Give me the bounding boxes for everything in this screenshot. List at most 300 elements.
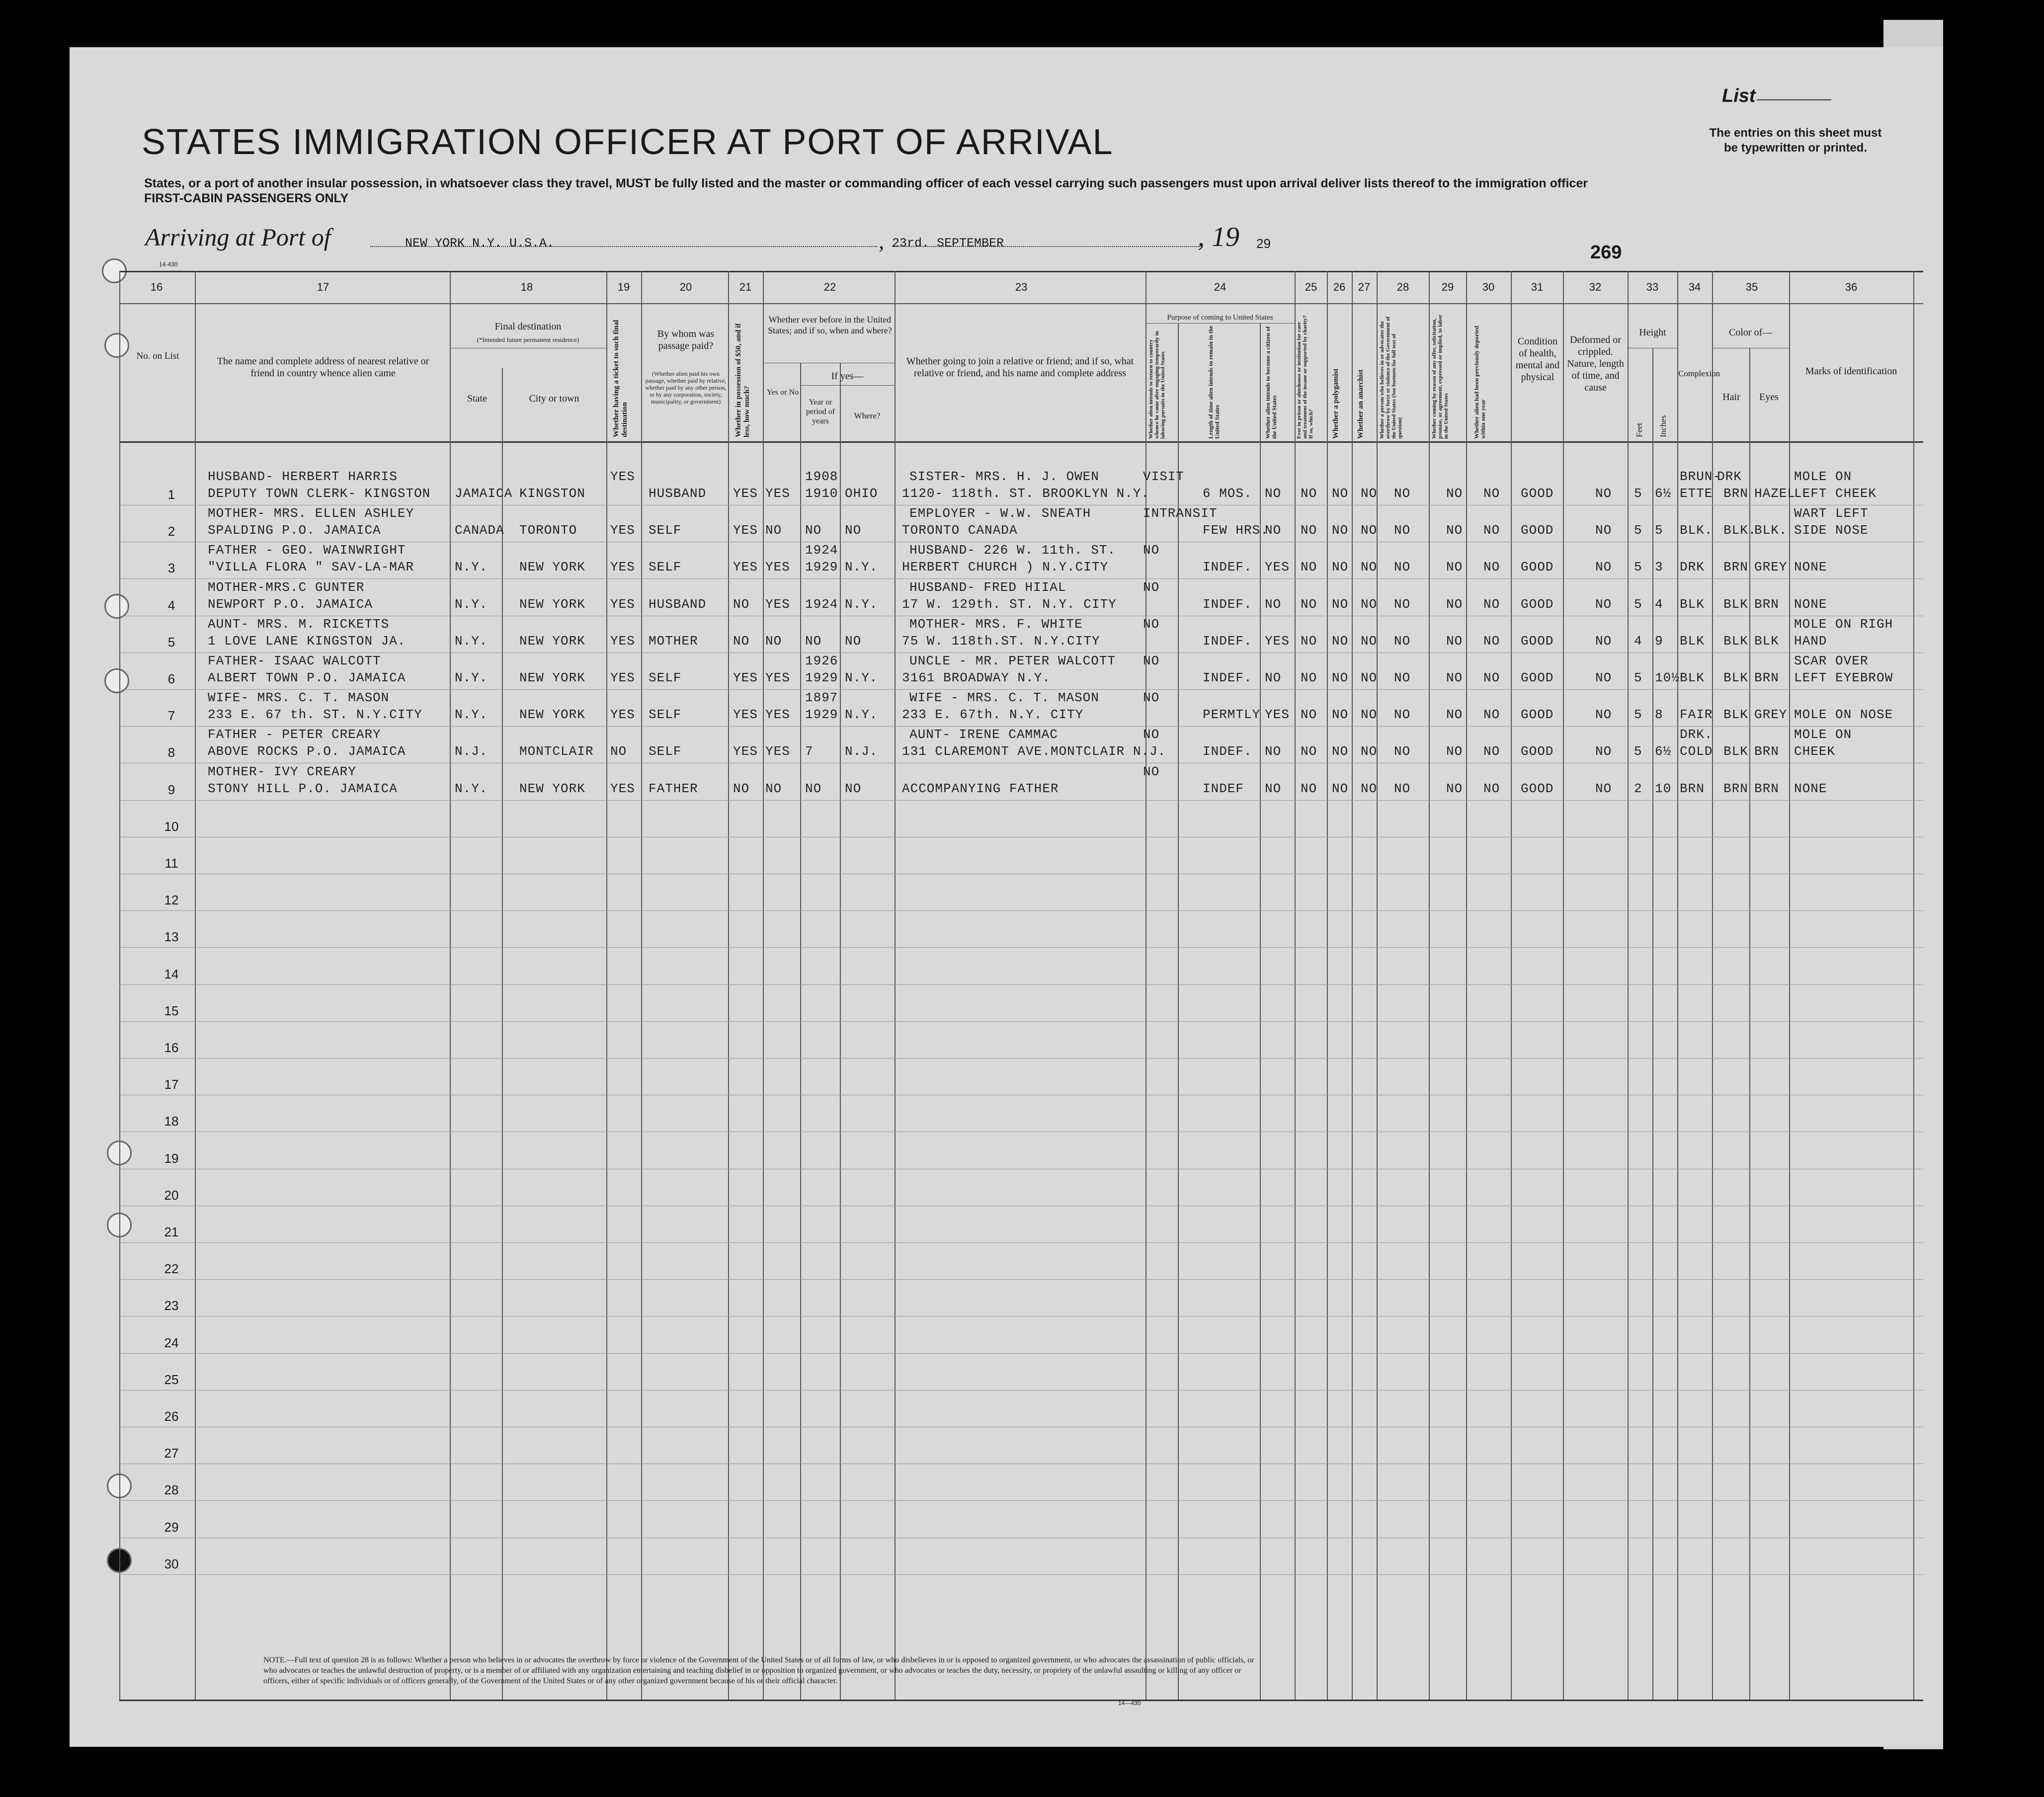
cell-marks2: LEFT EYEBROW xyxy=(1794,670,1893,685)
cell-join1: SISTER- MRS. H. J. OWEN xyxy=(909,469,1099,484)
cell-health: GOOD xyxy=(1521,707,1554,722)
cell-ticket2: NO xyxy=(610,744,627,759)
column-number: 34 xyxy=(1688,281,1701,293)
cell-complexion1: DRK. xyxy=(1680,727,1713,742)
column-divider xyxy=(1563,271,1564,1700)
column-number: 29 xyxy=(1441,281,1454,293)
cell-paid: SELF xyxy=(649,707,682,722)
cell-c27: NO xyxy=(1361,670,1378,685)
header-join: Whether going to join a relative or friend; and if so, what relative or friend, and his name and complete address xyxy=(906,356,1134,379)
header-complexion: Complexion xyxy=(1678,369,1720,378)
cell-join2: HERBERT CHURCH ) N.Y.CITY xyxy=(902,560,1109,574)
cell-state: N.Y. xyxy=(455,781,488,796)
row-number: 19 xyxy=(164,1151,179,1166)
row-number: 3 xyxy=(167,561,175,575)
cell-c28: NO xyxy=(1394,670,1411,685)
row-rule xyxy=(119,1574,1923,1575)
cell-c26: NO xyxy=(1332,707,1349,722)
column-divider xyxy=(1327,271,1328,1700)
column-number: 36 xyxy=(1845,281,1858,293)
row-rule xyxy=(119,726,1923,727)
cell-health: GOOD xyxy=(1521,486,1554,501)
row-number: 2 xyxy=(167,524,175,539)
cell-complexion2: BRN xyxy=(1680,781,1705,796)
cell-complexion2: ETTE xyxy=(1680,486,1713,501)
cell-marks1: WART LEFT xyxy=(1794,506,1869,521)
cell-marks2: SIDE NOSE xyxy=(1794,523,1869,538)
row-number: 30 xyxy=(164,1556,179,1571)
cell-hair2: BLK xyxy=(1723,670,1748,685)
cell-c29: NO xyxy=(1446,597,1463,612)
cell-c29: NO xyxy=(1446,486,1463,501)
cell-where: N.Y. xyxy=(845,670,878,685)
cell-city: NEW YORK xyxy=(519,707,585,722)
list-label: List xyxy=(1722,85,1756,106)
cell-paid: SELF xyxy=(649,670,682,685)
cell-c30: NO xyxy=(1483,781,1500,796)
header-color-of: Color of— xyxy=(1728,327,1773,338)
cell-p-a: VISIT xyxy=(1143,469,1185,484)
cell-complexion2: BLK xyxy=(1680,670,1705,685)
cell-complexion2: DRK xyxy=(1680,560,1705,574)
column-number: 28 xyxy=(1396,281,1409,293)
cell-join2: 75 W. 118th.ST. N.Y.CITY xyxy=(902,634,1100,649)
cell-eyes: BRN xyxy=(1754,744,1779,759)
column-divider xyxy=(895,271,896,1700)
row-rule xyxy=(119,800,1923,801)
cell-rel2: DEPUTY TOWN CLERK- KINGSTON xyxy=(208,486,431,501)
cell-where: OHIO xyxy=(845,486,878,501)
header-ever-before: Whether ever before in the United States; and if so, when and where? xyxy=(768,315,892,335)
cell-p-c: NO xyxy=(1265,670,1282,685)
cell-p-b: INDEF. xyxy=(1203,744,1252,759)
cell-paid: HUSBAND xyxy=(649,597,707,612)
cell-c27: NO xyxy=(1361,523,1378,538)
column-divider xyxy=(450,271,451,1700)
cell-rel2: STONY HILL P.O. JAMAICA xyxy=(208,781,398,796)
cell-year2: 1924 xyxy=(805,597,838,612)
cell-feet: 5 xyxy=(1634,523,1642,538)
cell-c26: NO xyxy=(1332,781,1349,796)
row-number: 22 xyxy=(164,1261,179,1276)
cell-rel1: FATHER - GEO. WAINWRIGHT xyxy=(208,543,406,558)
header-overthrow: Whether a person who believes in or advocates the overthrow by force or violence of the Government of the United States (See footnote for full text of question) xyxy=(1379,316,1403,439)
cell-c30: NO xyxy=(1483,486,1500,501)
column-divider xyxy=(606,271,607,1700)
cell-hair2: BLK xyxy=(1723,634,1748,649)
column-number-border xyxy=(119,303,1923,304)
row-number: 15 xyxy=(164,1003,179,1018)
row-number: 29 xyxy=(164,1520,179,1535)
cell-ticket1: YES xyxy=(610,469,635,484)
row-number: 7 xyxy=(167,708,175,723)
cell-rel2: 233 E. 67 th. ST. N.Y.CITY xyxy=(208,707,422,722)
cell-year2: 1929 xyxy=(805,670,838,685)
cell-health: GOOD xyxy=(1521,523,1554,538)
cell-city: NEW YORK xyxy=(519,634,585,649)
column-divider xyxy=(763,271,764,1700)
cell-marks1: MOLE ON xyxy=(1794,727,1852,742)
header-inches: Inches xyxy=(1658,415,1668,437)
cell-c30: NO xyxy=(1483,744,1500,759)
column-divider xyxy=(1295,271,1296,1700)
cell-p-c: YES xyxy=(1265,634,1290,649)
cell-inches: 4 xyxy=(1655,597,1663,612)
cell-c26: NO xyxy=(1332,670,1349,685)
cell-c27: NO xyxy=(1361,486,1378,501)
cell-year1: 1924 xyxy=(805,543,838,558)
cell-p-a: NO xyxy=(1143,690,1160,705)
cell-p-a: NO xyxy=(1143,727,1160,742)
cell-city: NEW YORK xyxy=(519,560,585,574)
list-number-line xyxy=(1757,99,1831,100)
cell-p-a: NO xyxy=(1143,617,1160,632)
cell-c30: NO xyxy=(1483,560,1500,574)
column-divider xyxy=(1628,271,1629,1700)
cell-yn: YES xyxy=(765,597,790,612)
cell-c28: NO xyxy=(1394,486,1411,501)
cell-where: N.Y. xyxy=(845,707,878,722)
row-number: 17 xyxy=(164,1077,179,1092)
header-eyes: Eyes xyxy=(1759,392,1779,403)
cell-rel2: 1 LOVE LANE KINGSTON JA. xyxy=(208,634,406,649)
manifest-sheet xyxy=(70,47,1943,1747)
row-rule xyxy=(119,1279,1923,1280)
cell-marks1: MOLE ON RIGH xyxy=(1794,617,1893,632)
cell-hair2: BLK. xyxy=(1723,523,1757,538)
cell-c27: NO xyxy=(1361,781,1378,796)
cell-state: N.Y. xyxy=(455,634,488,649)
cell-p-a: NO xyxy=(1143,764,1160,779)
cell-c26: NO xyxy=(1332,523,1349,538)
cell-where: N.Y. xyxy=(845,560,878,574)
column-divider xyxy=(1913,271,1914,1700)
cell-inches: 6½ xyxy=(1655,486,1672,501)
arrival-date: 23rd. SEPTEMBER xyxy=(892,236,1004,250)
row-number: 13 xyxy=(164,929,179,944)
cell-city: NEW YORK xyxy=(519,597,585,612)
cell-c29: NO xyxy=(1446,744,1463,759)
cell-marks2: NONE xyxy=(1794,781,1827,796)
cell-yn: YES xyxy=(765,707,790,722)
cell-feet: 5 xyxy=(1634,707,1642,722)
cell-c26: NO xyxy=(1332,560,1349,574)
cell-join1: HUSBAND- FRED HIIAL xyxy=(909,580,1066,595)
cell-join1: MOTHER- MRS. F. WHITE xyxy=(909,617,1083,632)
cell-inches: 3 xyxy=(1655,560,1663,574)
cell-marks2: NONE xyxy=(1794,560,1827,574)
header-purpose: Purpose of coming to United States xyxy=(1167,314,1273,322)
cell-feet: 5 xyxy=(1634,560,1642,574)
header-prison: Ever in prison or almshouse or institution for care and treatment of the insane or supported by charity? If so, which? xyxy=(1296,315,1314,439)
header-final-destination: Final destination xyxy=(494,321,562,332)
cell-c30: NO xyxy=(1483,670,1500,685)
column-number: 20 xyxy=(679,281,692,293)
cell-rel2: NEWPORT P.O. JAMAICA xyxy=(208,597,373,612)
row-rule xyxy=(119,947,1923,948)
cell-inches: 9 xyxy=(1655,634,1663,649)
header-possession: Whether in possession of $50, and if less, how much? xyxy=(735,323,751,437)
cell-feet: 5 xyxy=(1634,597,1642,612)
cell-c27: NO xyxy=(1361,597,1378,612)
cell-marks2: CHEEK xyxy=(1794,744,1836,759)
cell-where: NO xyxy=(845,523,862,538)
row-rule xyxy=(119,984,1923,985)
column-divider xyxy=(1677,271,1678,1700)
cell-year2: NO xyxy=(805,781,822,796)
cell-state: JAMAICA xyxy=(455,486,513,501)
cell-hair2: BLK xyxy=(1723,744,1748,759)
header-health: Condition of health, mental and physical xyxy=(1515,336,1560,383)
cell-state: N.Y. xyxy=(455,560,488,574)
cell-p-b: INDEF. xyxy=(1203,670,1252,685)
cell-poss: NO xyxy=(733,634,750,649)
cell-p-b: INDEF xyxy=(1203,781,1244,796)
row-rule xyxy=(119,1353,1923,1354)
column-divider xyxy=(1749,348,1750,1700)
cell-c25: NO xyxy=(1301,744,1317,759)
row-number: 21 xyxy=(164,1225,179,1239)
header-purpose-a: Whether alien intends to return to country whence he came after engaging temporarily in laboring pursuits in the United States xyxy=(1148,331,1166,439)
cell-eyes: GREY xyxy=(1754,560,1788,574)
row-number: 1 xyxy=(167,487,175,502)
cell-c28: NO xyxy=(1394,560,1411,574)
cell-p-b: INDEF. xyxy=(1203,597,1252,612)
cell-yn: YES xyxy=(765,670,790,685)
cell-health: GOOD xyxy=(1521,744,1554,759)
cell-rel1: FATHER- ISAAC WALCOTT xyxy=(208,653,381,668)
cell-c26: NO xyxy=(1332,597,1349,612)
cell-yn: NO xyxy=(765,634,782,649)
cell-ticket2: YES xyxy=(610,670,635,685)
year-suffix: 29 xyxy=(1256,236,1271,251)
row-number: 5 xyxy=(167,635,175,650)
cell-city: NEW YORK xyxy=(519,781,585,796)
cell-c27: NO xyxy=(1361,634,1378,649)
cell-c29: NO xyxy=(1446,670,1463,685)
column-number: 35 xyxy=(1745,281,1758,293)
row-number: 6 xyxy=(167,671,175,686)
row-rule xyxy=(119,1021,1923,1022)
typewritten-note: The entries on this sheet must be typewritten or printed. xyxy=(1709,126,1882,155)
cell-where: NO xyxy=(845,634,862,649)
header-contract: Whether coming by reason of any offer, solicitation, promise, or agreement, expressed or implied, to labor in the United States xyxy=(1431,315,1449,439)
cell-city: KINGSTON xyxy=(519,486,585,501)
header-if-yes: If yes— xyxy=(831,371,864,382)
cell-p-a: NO xyxy=(1143,580,1160,595)
cell-c25: NO xyxy=(1301,597,1317,612)
cell-join2: 3161 BROADWAY N.Y. xyxy=(902,670,1051,685)
year-prefix: , 19 xyxy=(1198,222,1239,252)
header-city: City or town xyxy=(529,393,579,404)
cell-c30: NO xyxy=(1483,523,1500,538)
cell-eyes: BRN xyxy=(1754,670,1779,685)
cell-paid: SELF xyxy=(649,560,682,574)
cell-state: N.Y. xyxy=(455,670,488,685)
cell-paid: SELF xyxy=(649,523,682,538)
row-number: 16 xyxy=(164,1040,179,1055)
cell-state: N.Y. xyxy=(455,707,488,722)
cell-year2: 1929 xyxy=(805,707,838,722)
cell-deformed: NO xyxy=(1595,670,1612,685)
cell-join1: EMPLOYER - W.W. SNEATH xyxy=(909,506,1091,521)
cell-c25: NO xyxy=(1301,560,1317,574)
row-number: 27 xyxy=(164,1446,179,1461)
cell-c28: NO xyxy=(1394,634,1411,649)
column-number: 21 xyxy=(739,281,752,293)
cell-c27: NO xyxy=(1361,707,1378,722)
cell-p-b: INDEF. xyxy=(1203,560,1252,574)
cell-p-a: NO xyxy=(1143,653,1160,668)
cell-deformed: NO xyxy=(1595,707,1612,722)
form-code: 14-430 xyxy=(159,261,178,268)
cell-hair2: BLK xyxy=(1723,707,1748,722)
cell-c29: NO xyxy=(1446,560,1463,574)
cell-eyes: HAZEL xyxy=(1754,486,1796,501)
header-purpose-c: Whether alien intends to become a citizen of the United States xyxy=(1264,326,1278,439)
cell-deformed: NO xyxy=(1595,781,1612,796)
cell-complexion2: BLK. xyxy=(1680,523,1713,538)
cell-inches: 8 xyxy=(1655,707,1663,722)
cell-complexion2: BLK xyxy=(1680,634,1705,649)
cell-state: CANADA xyxy=(455,523,504,538)
cell-rel1: FATHER - PETER CREARY xyxy=(208,727,381,742)
row-rule xyxy=(119,578,1923,579)
cell-inches: 10 xyxy=(1655,781,1672,796)
row-number: 10 xyxy=(164,819,179,834)
row-rule xyxy=(119,689,1923,690)
header-passage-paid-note: (Whether alien paid his own passage, whether paid by relative, whether paid by any other person, or by any corporation, society, municipality, or government) xyxy=(645,370,727,405)
cell-p-c: YES xyxy=(1265,560,1290,574)
cell-c25: NO xyxy=(1301,670,1317,685)
cell-where: NO xyxy=(845,781,862,796)
header-deported: Whether alien had been previously deported within one year xyxy=(1473,326,1486,439)
column-divider xyxy=(800,363,801,1700)
cell-yn: NO xyxy=(765,523,782,538)
cell-c26: NO xyxy=(1332,634,1349,649)
column-number: 26 xyxy=(1333,281,1346,293)
cell-health: GOOD xyxy=(1521,781,1554,796)
cell-rel2: ALBERT TOWN P.O. JAMAICA xyxy=(208,670,406,685)
cell-poss: YES xyxy=(733,707,758,722)
cell-year1: 1897 xyxy=(805,690,838,705)
cell-c29: NO xyxy=(1446,523,1463,538)
header-polygamist: Whether a polygamist xyxy=(1332,368,1340,439)
cell-feet: 5 xyxy=(1634,486,1642,501)
cell-p-c: NO xyxy=(1265,781,1282,796)
cell-year1: 1908 xyxy=(805,469,838,484)
cell-yn: YES xyxy=(765,560,790,574)
cell-join2: ACCOMPANYING FATHER xyxy=(902,781,1059,796)
row-number: 9 xyxy=(167,782,175,797)
cell-city: TORONTO xyxy=(519,523,577,538)
column-number: 18 xyxy=(520,281,533,293)
cell-ticket2: YES xyxy=(610,781,635,796)
cell-join2: 233 E. 67th. N.Y. CITY xyxy=(902,707,1084,722)
cell-feet: 5 xyxy=(1634,744,1642,759)
cell-city: NEW YORK xyxy=(519,670,585,685)
cell-c30: NO xyxy=(1483,634,1500,649)
cell-marks2: NONE xyxy=(1794,597,1827,612)
cell-c25: NO xyxy=(1301,781,1317,796)
cell-p-c: NO xyxy=(1265,597,1282,612)
cell-health: GOOD xyxy=(1521,634,1554,649)
cell-deformed: NO xyxy=(1595,523,1612,538)
cell-state: N.J. xyxy=(455,744,488,759)
cell-c30: NO xyxy=(1483,597,1500,612)
header-passage-paid: By whom was passage paid? xyxy=(657,328,715,351)
cell-p-b: PERMTLY xyxy=(1203,707,1261,722)
row-number: 14 xyxy=(164,967,179,981)
header-purpose-b: Length of time alien intends to remain in the United States xyxy=(1207,326,1221,439)
column-number: 22 xyxy=(823,281,836,293)
cell-marks1: MOLE ON xyxy=(1794,469,1852,484)
cell-health: GOOD xyxy=(1521,560,1554,574)
cell-year2: 7 xyxy=(805,744,814,759)
cell-hair1: DRK xyxy=(1717,469,1742,484)
table-bottom-border xyxy=(119,1700,1923,1701)
page-number: 269 xyxy=(1590,242,1622,263)
cell-p-c: NO xyxy=(1265,744,1282,759)
row-rule xyxy=(119,910,1923,911)
cell-poss: YES xyxy=(733,486,758,501)
header-anarchist: Whether an anarchist xyxy=(1357,369,1365,439)
cell-yn: YES xyxy=(765,744,790,759)
cell-p-c: NO xyxy=(1265,523,1282,538)
row-number: 24 xyxy=(164,1335,179,1350)
cell-poss: YES xyxy=(733,670,758,685)
cell-ticket2: YES xyxy=(610,634,635,649)
cell-join1: UNCLE - MR. PETER WALCOTT xyxy=(909,653,1116,668)
cell-deformed: NO xyxy=(1595,634,1612,649)
form-title: STATES IMMIGRATION OFFICER AT PORT OF ARRIVAL xyxy=(142,122,1114,162)
cell-paid: FATHER xyxy=(649,781,698,796)
cell-marks2: HAND xyxy=(1794,634,1827,649)
header-yes-or-no: Yes or No xyxy=(766,388,799,397)
cell-deformed: NO xyxy=(1595,597,1612,612)
column-divider xyxy=(840,363,841,1700)
cell-deformed: NO xyxy=(1595,744,1612,759)
cell-p-b: FEW HRS. xyxy=(1203,523,1269,538)
cell-where: N.Y. xyxy=(845,597,878,612)
cell-year2: 1929 xyxy=(805,560,838,574)
cell-feet: 5 xyxy=(1634,670,1642,685)
cell-c26: NO xyxy=(1332,486,1349,501)
column-number: 31 xyxy=(1531,281,1544,293)
cell-c25: NO xyxy=(1301,486,1317,501)
column-divider xyxy=(119,271,120,1700)
cell-eyes: BRN xyxy=(1754,597,1779,612)
header-relative: The name and complete address of nearest relative or friend in country whence alien came xyxy=(217,356,429,379)
cell-c26: NO xyxy=(1332,744,1349,759)
cell-ticket2: YES xyxy=(610,523,635,538)
cell-year2: NO xyxy=(805,523,822,538)
cell-join2: 1120- 118th. ST. BROOKLYN N.Y. xyxy=(902,486,1150,501)
cell-rel1: HUSBAND- HERBERT HARRIS xyxy=(208,469,398,484)
row-number: 25 xyxy=(164,1372,179,1387)
cell-rel1: WIFE- MRS. C. T. MASON xyxy=(208,690,390,705)
cell-p-b: 6 MOS. xyxy=(1203,486,1252,501)
cell-poss: YES xyxy=(733,560,758,574)
cell-paid: SELF xyxy=(649,744,682,759)
cell-year1: 1926 xyxy=(805,653,838,668)
cell-health: GOOD xyxy=(1521,597,1554,612)
column-divider xyxy=(502,368,503,1700)
column-number: 16 xyxy=(150,281,163,293)
column-divider xyxy=(1466,271,1467,1700)
cell-yn: NO xyxy=(765,781,782,796)
binder-hole xyxy=(104,594,129,619)
